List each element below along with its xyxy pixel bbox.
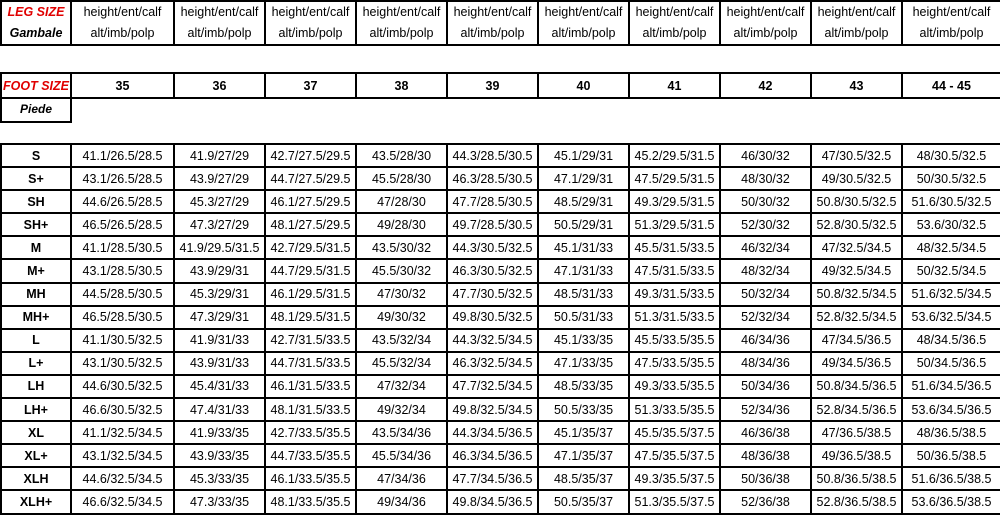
table-cell: 45.3/27/29 xyxy=(174,190,265,213)
table-cell: 44.3/28.5/30.5 xyxy=(447,144,538,167)
table-cell: 51.3/31.5/33.5 xyxy=(629,306,720,329)
table-cell: 50/36/38 xyxy=(720,467,811,490)
leg-size-cell-bottom: alt/imb/polp xyxy=(356,23,447,45)
table-cell: 50.8/34.5/36.5 xyxy=(811,375,902,398)
table-cell: 43.5/28/30 xyxy=(356,144,447,167)
table-cell: 47.5/33.5/35.5 xyxy=(629,352,720,375)
leg-size-cell-bottom: alt/imb/polp xyxy=(538,23,629,45)
foot-size-cell: 43 xyxy=(811,73,902,98)
table-cell: 43.9/33/35 xyxy=(174,444,265,467)
leg-size-cell-top: height/ent/calf xyxy=(629,1,720,23)
table-row xyxy=(1,329,1000,352)
table-cell: 45.1/31/33 xyxy=(538,236,629,259)
foot-size-label: FOOT SIZE xyxy=(1,73,71,98)
table-cell: 50.8/32.5/34.5 xyxy=(811,283,902,306)
table-cell: 49.3/35.5/37.5 xyxy=(629,467,720,490)
row-size-label: SH+ xyxy=(1,213,71,236)
table-cell: 44.5/28.5/30.5 xyxy=(71,283,174,306)
table-cell: 48/34.5/36.5 xyxy=(902,329,1000,352)
table-cell: 44.6/30.5/32.5 xyxy=(71,375,174,398)
table-cell: 44.7/27.5/29.5 xyxy=(265,167,356,190)
foot-size-table xyxy=(0,72,1000,99)
table-row xyxy=(1,467,1000,490)
row-size-label: S xyxy=(1,144,71,167)
table-cell: 49/34/36 xyxy=(356,490,447,513)
foot-size-cell: 36 xyxy=(174,73,265,98)
table-cell: 47.7/32.5/34.5 xyxy=(447,375,538,398)
table-cell: 50/30/32 xyxy=(720,190,811,213)
table-cell: 44.6/26.5/28.5 xyxy=(71,190,174,213)
row-size-label: XL+ xyxy=(1,444,71,467)
table-cell: 43.5/32/34 xyxy=(356,329,447,352)
table-cell: 52/36/38 xyxy=(720,490,811,513)
table-cell: 43.9/31/33 xyxy=(174,352,265,375)
table-cell: 41.9/31/33 xyxy=(174,329,265,352)
row-size-label: XLH xyxy=(1,467,71,490)
table-cell: 46.6/30.5/32.5 xyxy=(71,398,174,421)
table-cell: 47.7/28.5/30.5 xyxy=(447,190,538,213)
table-cell: 52.8/34.5/36.5 xyxy=(811,398,902,421)
table-cell: 52/32/34 xyxy=(720,306,811,329)
table-row xyxy=(1,283,1000,306)
table-cell: 45.3/33/35 xyxy=(174,467,265,490)
leg-size-label: LEG SIZE xyxy=(1,1,71,23)
table-cell: 46.1/31.5/33.5 xyxy=(265,375,356,398)
table-cell: 41.1/32.5/34.5 xyxy=(71,421,174,444)
table-cell: 44.3/34.5/36.5 xyxy=(447,421,538,444)
leg-size-table xyxy=(0,0,1000,46)
table-cell: 41.1/28.5/30.5 xyxy=(71,236,174,259)
table-cell: 52/34/36 xyxy=(720,398,811,421)
foot-size-row xyxy=(1,73,1000,98)
table-cell: 44.7/29.5/31.5 xyxy=(265,259,356,282)
row-size-label: XLH+ xyxy=(1,490,71,513)
leg-size-cell-bottom: alt/imb/polp xyxy=(71,23,174,45)
table-row xyxy=(1,190,1000,213)
table-cell: 43.9/29/31 xyxy=(174,259,265,282)
table-cell: 46.6/32.5/34.5 xyxy=(71,490,174,513)
table-cell: 48.5/33/35 xyxy=(538,375,629,398)
table-cell: 49/28/30 xyxy=(356,213,447,236)
foot-size-cell: 35 xyxy=(71,73,174,98)
table-cell: 46/36/38 xyxy=(720,421,811,444)
foot-size-cell: 40 xyxy=(538,73,629,98)
table-cell: 53.6/30/32.5 xyxy=(902,213,1000,236)
table-cell: 53.6/36.5/38.5 xyxy=(902,490,1000,513)
foot-size-cell: 41 xyxy=(629,73,720,98)
table-row xyxy=(1,236,1000,259)
row-size-label: L+ xyxy=(1,352,71,375)
table-cell: 48.5/29/31 xyxy=(538,190,629,213)
leg-size-cell-bottom: alt/imb/polp xyxy=(629,23,720,45)
table-cell: 49/32/34 xyxy=(356,398,447,421)
table-cell: 50/34/36 xyxy=(720,375,811,398)
table-cell: 52.8/36.5/38.5 xyxy=(811,490,902,513)
table-cell: 50/30.5/32.5 xyxy=(902,167,1000,190)
table-cell: 48.1/33.5/35.5 xyxy=(265,490,356,513)
table-cell: 44.3/32.5/34.5 xyxy=(447,329,538,352)
table-cell: 43.5/34/36 xyxy=(356,421,447,444)
table-row xyxy=(1,352,1000,375)
table-row xyxy=(1,490,1000,513)
table-cell: 47.7/30.5/32.5 xyxy=(447,283,538,306)
table-cell: 51.6/34.5/36.5 xyxy=(902,375,1000,398)
foot-size-cell: 37 xyxy=(265,73,356,98)
leg-size-cell-top: height/ent/calf xyxy=(356,1,447,23)
table-cell: 51.6/36.5/38.5 xyxy=(902,467,1000,490)
table-cell: 47.3/33/35 xyxy=(174,490,265,513)
table-cell: 47/36.5/38.5 xyxy=(811,421,902,444)
row-size-label: M+ xyxy=(1,259,71,282)
leg-size-cell-top: height/ent/calf xyxy=(538,1,629,23)
table-cell: 49.3/29.5/31.5 xyxy=(629,190,720,213)
table-row xyxy=(1,398,1000,421)
table-cell: 45.5/32/34 xyxy=(356,352,447,375)
table-cell: 45.5/31.5/33.5 xyxy=(629,236,720,259)
table-cell: 53.6/32.5/34.5 xyxy=(902,306,1000,329)
table-cell: 47/34.5/36.5 xyxy=(811,329,902,352)
leg-size-cell-bottom: alt/imb/polp xyxy=(902,23,1000,45)
table-cell: 47/34/36 xyxy=(356,467,447,490)
table-cell: 47.1/33/35 xyxy=(538,352,629,375)
table-cell: 45.5/33.5/35.5 xyxy=(629,329,720,352)
table-cell: 43.1/32.5/34.5 xyxy=(71,444,174,467)
row-size-label: S+ xyxy=(1,167,71,190)
table-cell: 46/34/36 xyxy=(720,329,811,352)
table-cell: 41.9/29.5/31.5 xyxy=(174,236,265,259)
table-cell: 49/34.5/36.5 xyxy=(811,352,902,375)
table-cell: 52.8/32.5/34.5 xyxy=(811,306,902,329)
table-cell: 46.3/30.5/32.5 xyxy=(447,259,538,282)
table-cell: 45.3/29/31 xyxy=(174,283,265,306)
table-cell: 50.5/29/31 xyxy=(538,213,629,236)
table-cell: 49.7/28.5/30.5 xyxy=(447,213,538,236)
table-cell: 50/36.5/38.5 xyxy=(902,444,1000,467)
table-row xyxy=(1,259,1000,282)
table-cell: 44.6/32.5/34.5 xyxy=(71,467,174,490)
table-row xyxy=(1,421,1000,444)
table-cell: 42.7/27.5/29.5 xyxy=(265,144,356,167)
table-cell: 47/30.5/32.5 xyxy=(811,144,902,167)
table-cell: 47.5/35.5/37.5 xyxy=(629,444,720,467)
table-row xyxy=(1,375,1000,398)
table-cell: 41.1/30.5/32.5 xyxy=(71,329,174,352)
table-cell: 47.1/31/33 xyxy=(538,259,629,282)
table-cell: 47/32/34 xyxy=(356,375,447,398)
table-cell: 48/36/38 xyxy=(720,444,811,467)
table-cell: 42.7/33.5/35.5 xyxy=(265,421,356,444)
table-cell: 41.9/27/29 xyxy=(174,144,265,167)
table-cell: 46.1/33.5/35.5 xyxy=(265,467,356,490)
table-cell: 47.7/34.5/36.5 xyxy=(447,467,538,490)
row-size-label: M xyxy=(1,236,71,259)
table-cell: 48.1/31.5/33.5 xyxy=(265,398,356,421)
table-cell: 49/30/32 xyxy=(356,306,447,329)
table-cell: 43.1/28.5/30.5 xyxy=(71,259,174,282)
table-cell: 48.5/35/37 xyxy=(538,467,629,490)
table-cell: 47.5/29.5/31.5 xyxy=(629,167,720,190)
table-cell: 43.5/30/32 xyxy=(356,236,447,259)
foot-size-label-it: Piede xyxy=(0,98,72,123)
leg-size-row-top xyxy=(1,1,1000,23)
row-size-label: L xyxy=(1,329,71,352)
table-cell: 47.3/27/29 xyxy=(174,213,265,236)
table-cell: 46.3/32.5/34.5 xyxy=(447,352,538,375)
leg-size-cell-bottom: alt/imb/polp xyxy=(265,23,356,45)
table-cell: 50.5/35/37 xyxy=(538,490,629,513)
table-cell: 42.7/29.5/31.5 xyxy=(265,236,356,259)
table-cell: 47/32.5/34.5 xyxy=(811,236,902,259)
table-cell: 48/34/36 xyxy=(720,352,811,375)
table-cell: 48.1/27.5/29.5 xyxy=(265,213,356,236)
leg-size-cell-top: height/ent/calf xyxy=(174,1,265,23)
table-cell: 48/30.5/32.5 xyxy=(902,144,1000,167)
table-cell: 51.3/29.5/31.5 xyxy=(629,213,720,236)
table-cell: 47.4/31/33 xyxy=(174,398,265,421)
table-cell: 49.8/30.5/32.5 xyxy=(447,306,538,329)
leg-size-cell-top: height/ent/calf xyxy=(811,1,902,23)
table-cell: 48/30/32 xyxy=(720,167,811,190)
table-cell: 45.5/28/30 xyxy=(356,167,447,190)
table-cell: 46.1/29.5/31.5 xyxy=(265,283,356,306)
table-cell: 47.3/29/31 xyxy=(174,306,265,329)
table-cell: 51.3/35.5/37.5 xyxy=(629,490,720,513)
table-cell: 45.1/29/31 xyxy=(538,144,629,167)
table-cell: 48/36.5/38.5 xyxy=(902,421,1000,444)
table-cell: 43.1/30.5/32.5 xyxy=(71,352,174,375)
row-size-label: LH xyxy=(1,375,71,398)
row-size-label: SH xyxy=(1,190,71,213)
row-size-label: MH xyxy=(1,283,71,306)
size-chart-table xyxy=(0,143,1000,515)
table-cell: 47.1/29/31 xyxy=(538,167,629,190)
table-row xyxy=(1,213,1000,236)
table-cell: 46.3/34.5/36.5 xyxy=(447,444,538,467)
table-cell: 51.3/33.5/35.5 xyxy=(629,398,720,421)
table-cell: 51.6/30.5/32.5 xyxy=(902,190,1000,213)
table-row xyxy=(1,306,1000,329)
leg-size-label-it: Gambale xyxy=(1,23,71,45)
foot-size-cell: 42 xyxy=(720,73,811,98)
table-cell: 41.9/33/35 xyxy=(174,421,265,444)
table-cell: 46.1/27.5/29.5 xyxy=(265,190,356,213)
table-cell: 46.5/26.5/28.5 xyxy=(71,213,174,236)
leg-size-cell-bottom: alt/imb/polp xyxy=(174,23,265,45)
table-cell: 45.1/35/37 xyxy=(538,421,629,444)
table-cell: 50/34.5/36.5 xyxy=(902,352,1000,375)
table-cell: 49/32.5/34.5 xyxy=(811,259,902,282)
table-cell: 45.5/35.5/37.5 xyxy=(629,421,720,444)
table-cell: 46/32/34 xyxy=(720,236,811,259)
table-cell: 50.8/36.5/38.5 xyxy=(811,467,902,490)
table-cell: 44.7/33.5/35.5 xyxy=(265,444,356,467)
table-cell: 49.8/34.5/36.5 xyxy=(447,490,538,513)
table-cell: 44.3/30.5/32.5 xyxy=(447,236,538,259)
table-cell: 45.4/31/33 xyxy=(174,375,265,398)
table-cell: 48.1/29.5/31.5 xyxy=(265,306,356,329)
table-cell: 50.5/33/35 xyxy=(538,398,629,421)
leg-size-cell-top: height/ent/calf xyxy=(720,1,811,23)
table-cell: 50/32/34 xyxy=(720,283,811,306)
table-cell: 48/32.5/34.5 xyxy=(902,236,1000,259)
table-cell: 46.3/28.5/30.5 xyxy=(447,167,538,190)
table-cell: 51.6/32.5/34.5 xyxy=(902,283,1000,306)
leg-size-cell-top: height/ent/calf xyxy=(902,1,1000,23)
leg-size-cell-top: height/ent/calf xyxy=(71,1,174,23)
table-cell: 46.5/28.5/30.5 xyxy=(71,306,174,329)
table-row xyxy=(1,144,1000,167)
table-cell: 49.8/32.5/34.5 xyxy=(447,398,538,421)
leg-size-cell-bottom: alt/imb/polp xyxy=(720,23,811,45)
table-cell: 46/30/32 xyxy=(720,144,811,167)
table-cell: 45.5/30/32 xyxy=(356,259,447,282)
table-cell: 47/28/30 xyxy=(356,190,447,213)
table-cell: 45.5/34/36 xyxy=(356,444,447,467)
table-cell: 50.5/31/33 xyxy=(538,306,629,329)
table-cell: 52.8/30.5/32.5 xyxy=(811,213,902,236)
table-cell: 41.1/26.5/28.5 xyxy=(71,144,174,167)
table-cell: 49/36.5/38.5 xyxy=(811,444,902,467)
leg-size-cell-top: height/ent/calf xyxy=(265,1,356,23)
leg-size-cell-top: height/ent/calf xyxy=(447,1,538,23)
table-cell: 45.1/33/35 xyxy=(538,329,629,352)
table-cell: 52/30/32 xyxy=(720,213,811,236)
table-row xyxy=(1,167,1000,190)
table-cell: 48/32/34 xyxy=(720,259,811,282)
table-cell: 42.7/31.5/33.5 xyxy=(265,329,356,352)
leg-size-cell-bottom: alt/imb/polp xyxy=(811,23,902,45)
table-cell: 47.1/35/37 xyxy=(538,444,629,467)
table-cell: 50/32.5/34.5 xyxy=(902,259,1000,282)
foot-size-cell: 39 xyxy=(447,73,538,98)
table-cell: 48.5/31/33 xyxy=(538,283,629,306)
leg-size-cell-bottom: alt/imb/polp xyxy=(447,23,538,45)
table-cell: 47.5/31.5/33.5 xyxy=(629,259,720,282)
table-row xyxy=(1,444,1000,467)
table-cell: 50.8/30.5/32.5 xyxy=(811,190,902,213)
foot-size-cell: 44 - 45 xyxy=(902,73,1000,98)
table-cell: 53.6/34.5/36.5 xyxy=(902,398,1000,421)
table-cell: 47/30/32 xyxy=(356,283,447,306)
foot-size-cell: 38 xyxy=(356,73,447,98)
table-cell: 49/30.5/32.5 xyxy=(811,167,902,190)
row-size-label: LH+ xyxy=(1,398,71,421)
row-size-label: XL xyxy=(1,421,71,444)
leg-size-row-bottom xyxy=(1,23,1000,45)
table-cell: 43.9/27/29 xyxy=(174,167,265,190)
table-cell: 43.1/26.5/28.5 xyxy=(71,167,174,190)
table-cell: 44.7/31.5/33.5 xyxy=(265,352,356,375)
table-cell: 49.3/31.5/33.5 xyxy=(629,283,720,306)
table-cell: 49.3/33.5/35.5 xyxy=(629,375,720,398)
table-cell: 45.2/29.5/31.5 xyxy=(629,144,720,167)
row-size-label: MH+ xyxy=(1,306,71,329)
